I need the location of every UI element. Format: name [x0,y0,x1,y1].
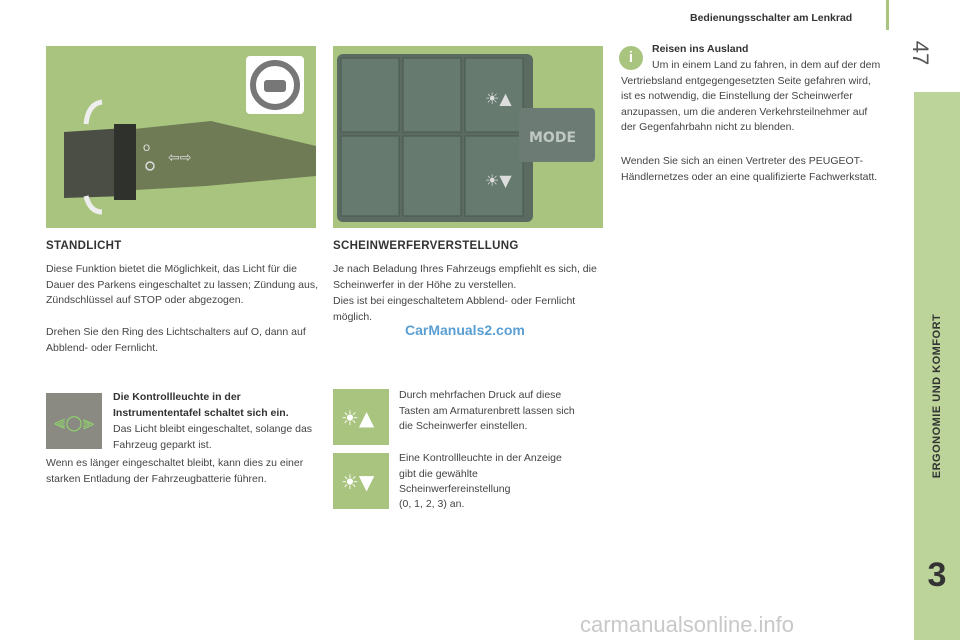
scheinwerfer-condition: Dies ist bei eingeschaltetem Abblend- oder Fernlicht möglich. [333,295,576,323]
panel-image [333,46,603,228]
lighting-stalk-illustration-icon [46,46,316,228]
indicator-text: Eine Kontrollleuchte in der Anzeige gibt die gewählte Scheinwerfereinstellung [399,452,562,495]
scheinwerfer-intro: Je nach Beladung Ihres Fahrzeugs empfiehlt es sich, die Scheinwerfer in der Höhe zu verstellen. [333,263,597,291]
standlicht-intro: Diese Funktion bietet die Möglichkeit, das Licht für die Dauer des Parkens eingeschaltet zu lassen; Zündung aus, Zündschlüssel auf STOP oder abgezogen. [46,263,319,306]
svg-text:☀▲: ☀▲ [341,406,375,430]
header-accent-bar [886,0,889,30]
ausland-heading: Reisen ins Ausland [652,43,749,55]
info-icon: i [619,46,643,70]
watermark-carmanualsonline: carmanualsonline.info [580,612,795,637]
ausland-contact-text: Wenden Sie sich an einen Vertreter des PEUGEOT-Händlernetzes oder an eine qualifizierte Fachwerkstatt. [621,155,878,183]
ausland-text: Um in einem Land zu fahren, in dem auf der dem Vertriebsland entgegengesetzten Seite gefahren wird, ist es notwendig, die Einstellung der Scheinwerfer anzupassen, um die anderen Verkehrsteilnehmer auf der Gegenfahrbahn nicht zu blenden. [621,59,881,133]
svg-text:☀▼: ☀▼ [341,470,375,494]
headlamp-up-icon [333,389,389,445]
scheinwerfer-heading: SCHEINWERFERVERSTELLUNG [333,240,519,252]
light-stays-on-text: Das Licht bleibt eingeschaltet, solange das Fahrzeug geparkt ist. [113,423,313,451]
svg-text:⫷○⫸: ⫷○⫸ [54,410,95,434]
ring-position-o: O [143,144,151,154]
positions-text: (0, 1, 2, 3) an. [399,498,465,510]
svg-text:☀▲: ☀▲ [485,89,512,108]
parking-light-warning-icon [46,393,102,449]
button-press-text: Durch mehrfachen Druck auf diese Tasten am Armaturenbrett lassen sich die Scheinwerfer einstellen. [399,389,575,432]
svg-text:☀▼: ☀▼ [485,171,512,190]
standlicht-instruction: Drehen Sie den Ring des Lichtschalters auf O, dann auf Abblend- oder Fernlicht. [46,326,306,354]
chapter-number: 3 [927,556,947,594]
stalk-image [46,46,316,228]
warning-light-text: Die Kontrollleuchte in der Instrumententafel schaltet sich ein. [113,391,289,419]
running-header: Bedienungsschalter am Lenkrad [690,12,853,24]
battery-warning-text: Wenn es länger eingeschaltet bleibt, kann dies zu einer starken Entladung der Fahrzeugbatterie führen. [46,457,304,485]
mode-button-label: MODE [529,130,577,146]
chapter-title: ERGONOMIE UND KOMFORT [931,313,943,479]
watermark-carmanuals2: CarManuals2.com [405,322,525,338]
page-number: 47 [908,40,934,66]
svg-text:⇦⇨: ⇦⇨ [168,150,192,166]
headlamp-down-icon [333,453,389,509]
headlamp-adjust-panel-icon [333,46,603,228]
standlicht-heading: STANDLICHT [46,240,122,252]
